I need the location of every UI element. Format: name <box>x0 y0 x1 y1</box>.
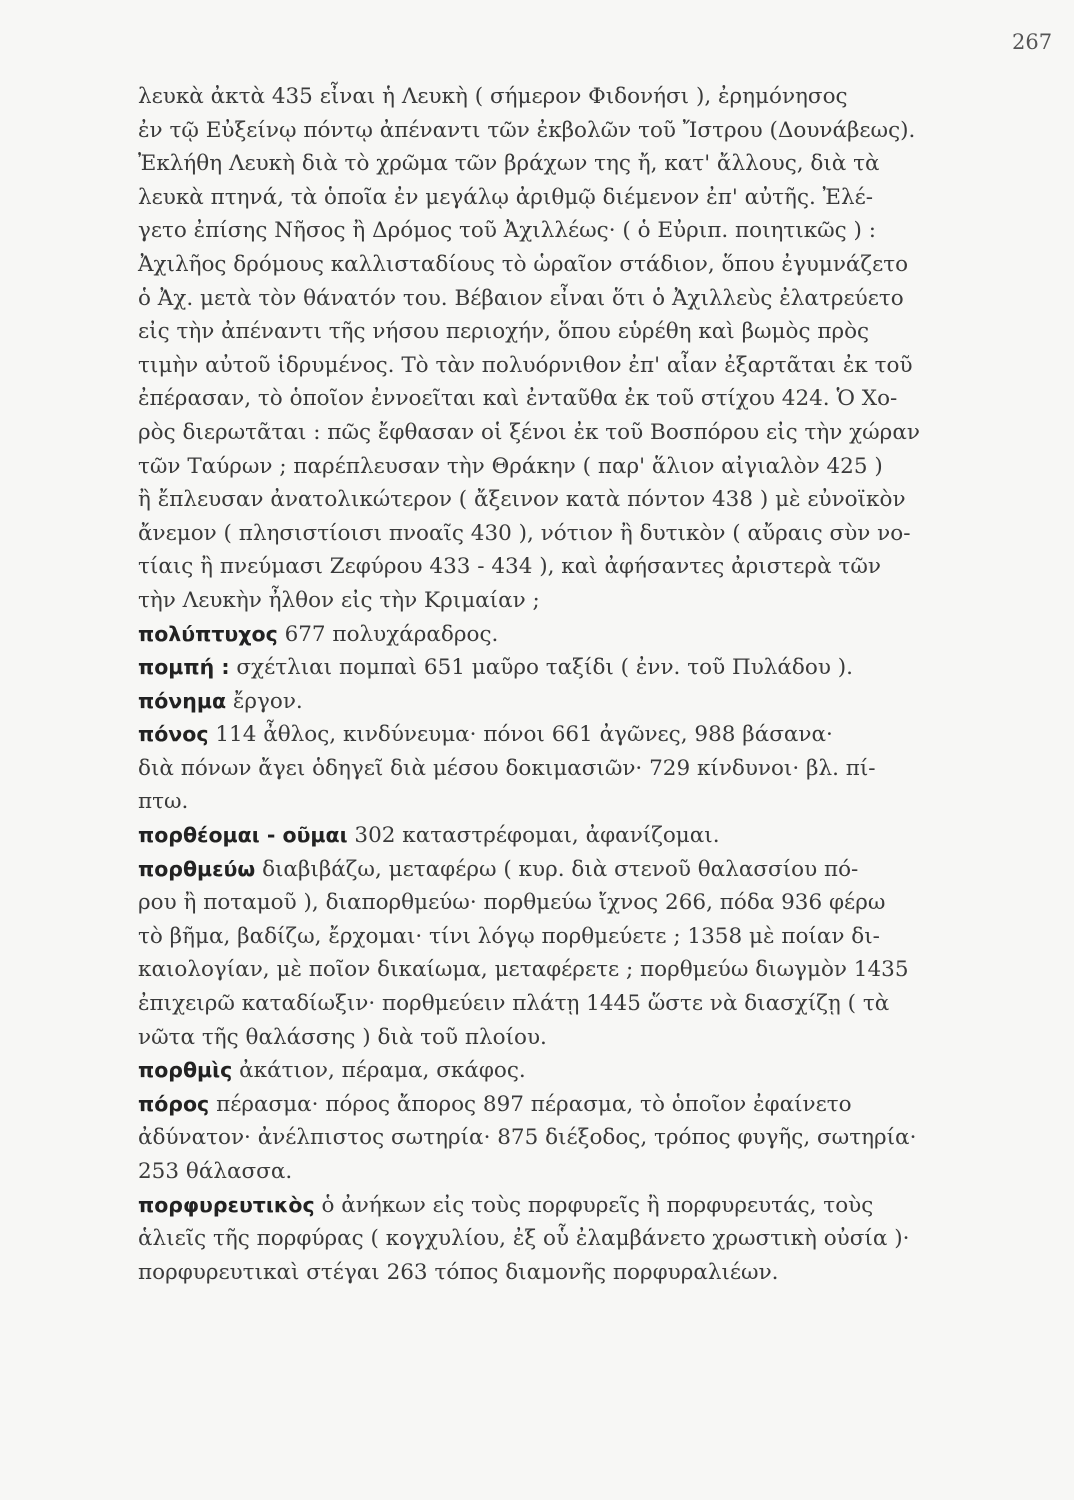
glossary-entry <box>138 618 938 652</box>
entry-headword: πορθμεύω <box>138 856 256 881</box>
entry-definition-line: ἐπιχειρῶ καταδίωξιν· πορθμεύειν πλάτῃ 1445 ὥστε νὰ διασχίζῃ ( τὰ <box>138 991 890 1017</box>
entry-headword: πόνημα <box>138 688 227 713</box>
entry-definition-line: ἀκάτιον, πέραμα, σκάφος. <box>239 1058 526 1084</box>
entry-definition-line: πορφυρευτικαὶ στέγαι 263 τόπος διαμονῆς πορφυραλιέων. <box>138 1259 779 1285</box>
entry-definition-line: 677 πολυχάραδρος. <box>284 621 499 647</box>
intro-line: ἄνεμον ( πλησιστίοισι πνοαῖς 430 ), νότιον ἢ δυτικὸν ( αὔραις σὺν νο- <box>138 520 911 546</box>
intro-line: τιμὴν αὐτοῦ ἱδρυμένος. Τὸ τὰν πολυόρνιθον ἐπ' αἶαν ἐξαρτᾶται ἐκ τοῦ <box>138 352 913 378</box>
glossary-entry <box>138 819 938 853</box>
intro-line: λευκὰ ἀκτὰ 435 εἶναι ἡ Λευκὴ ( σήμερον Φιδονήσι ), ἐρημόνησος <box>138 84 848 109</box>
entry-definition-line: ρου ἢ ποταμοῦ ), διαπορθμεύω· πορθμεύω ἴχνος 266, πόδα 936 φέρω <box>138 890 886 916</box>
entry-headword: πομπή : <box>138 655 230 680</box>
intro-line: εἰς τὴν ἀπέναντι τῆς νήσου περιοχήν, ὅπου εὑρέθη καὶ βωμὸς πρὸς <box>138 319 870 345</box>
intro-line: τίαις ἢ πνεύμασι Ζεφύρου 433 - 434 ), καὶ ἀφήσαντες ἀριστερὰ τῶν <box>138 554 881 580</box>
glossary-entry <box>138 685 938 719</box>
entry-definition-line: ἀδύνατον· ἀνέλπιστος σωτηρία· 875 διέξοδος, τρόπος φυγῆς, σωτηρία· <box>138 1125 917 1151</box>
intro-line: ρὸς διερωτᾶται : πῶς ἔφθασαν οἱ ξένοι ἐκ τοῦ Βοσπόρου εἰς τὴν χώραν <box>138 419 920 445</box>
glossary-entry <box>138 718 938 819</box>
entry-definition-line: τὸ βῆμα, βαδίζω, ἔρχομαι· τίνι λόγῳ πορθμεύετε ; 1358 μὲ ποίαν δι- <box>138 923 880 949</box>
entry-headword: πολύπτυχος <box>138 621 278 646</box>
glossary-text <box>138 80 938 1289</box>
entry-definition-line: 114 ἆθλος, κινδύνευμα· πόνοι 661 ἀγῶνες, 988 βάσανα· <box>215 722 833 748</box>
intro-line: λευκὰ πτηνά, τὰ ὁποῖα ἐν μεγάλῳ ἀριθμῷ διέμενον ἐπ' αὐτῆς. Ἐλέ- <box>138 184 874 210</box>
entry-definition-line: 253 θάλασσα. <box>138 1159 293 1184</box>
intro-line: γετο ἐπίσης Νῆσος ἢ Δρόμος τοῦ Ἀχιλλέως· ( ὁ Εὐριπ. ποιητικῶς ) : <box>138 218 877 244</box>
glossary-entry <box>138 1189 938 1290</box>
entry-definition-line: ἁλιεῖς τῆς πορφύρας ( κογχυλίου, ἐξ οὗ ἐλαμβάνετο χρωστικὴ οὐσία )· <box>138 1226 910 1252</box>
entry-definition-line: νῶτα τῆς θαλάσσης ) διὰ τοῦ πλοίου. <box>138 1024 547 1050</box>
intro-paragraph <box>138 80 938 618</box>
entry-definition-line: καιολογίαν, μὲ ποῖον δικαίωμα, μεταφέρετε ; πορθμεύω διωγμὸν 1435 <box>138 957 909 983</box>
entry-definition-line: πτω. <box>138 789 189 815</box>
entries-list <box>138 618 938 1290</box>
entry-headword: πορθμὶς <box>138 1058 233 1083</box>
entry-definition-line: 302 καταστρέφομαι, ἀφανίζομαι. <box>354 823 720 849</box>
entry-headword: πορθέομαι - οῦμαι <box>138 823 348 848</box>
intro-line: Ἀχιλῆος δρόμους καλλισταδίους τὸ ὡραῖον στάδιον, ὅπου ἐγυμνάζετο <box>138 251 909 277</box>
entry-definition-line: σχέτλιαι πομπαὶ 651 μαῦρο ταξίδι ( ἐνν. τοῦ Πυλάδου ). <box>236 655 853 681</box>
intro-line: τῶν Ταύρων ; παρέπλευσαν τὴν Θράκην ( παρ' ἅλιον αἰγιαλὸν 425 ) <box>138 453 883 479</box>
glossary-entry <box>138 651 938 685</box>
page-number: 267 <box>1012 30 1053 54</box>
entry-headword: πόνος <box>138 722 209 747</box>
glossary-entry <box>138 1054 938 1088</box>
intro-line: ἢ ἔπλευσαν ἀνατολικώτερον ( ἄξεινον κατὰ πόντον 438 ) μὲ εὐνοϊκὸν <box>138 487 906 513</box>
intro-line: τὴν Λευκὴν ἦλθον εἰς τὴν Κριμαίαν ; <box>138 587 540 613</box>
entry-headword: πόρος <box>138 1091 210 1116</box>
intro-line: ὁ Ἀχ. μετὰ τὸν θάνατόν του. Βέβαιον εἶναι ὅτι ὁ Ἀχιλλεὺς ἐλατρεύετο <box>138 285 904 311</box>
entry-definition-line: διαβιβάζω, μεταφέρω ( κυρ. διὰ στενοῦ θαλασσίου πό- <box>262 856 859 882</box>
intro-line: Ἐκλήθη Λευκὴ διὰ τὸ χρῶμα τῶν βράχων της ἤ, κατ' ἄλλους, διὰ τὰ <box>138 151 880 177</box>
entry-definition-line: ὁ ἀνήκων εἰς τοὺς πορφυρεῖς ἢ πορφυρευτάς, τοὺς <box>321 1192 874 1218</box>
entry-headword: πορφυρευτικὸς <box>138 1192 315 1217</box>
intro-line: ἐπέρασαν, τὸ ὁποῖον ἐννοεῖται καὶ ἐνταῦθα ἐκ τοῦ στίχου 424. Ὁ Χο- <box>138 386 898 412</box>
glossary-entry <box>138 1088 938 1189</box>
entry-definition-line: πέρασμα· πόρος ἄπορος 897 πέρασμα, τὸ ὁποῖον ἐφαίνετο <box>216 1091 852 1117</box>
entry-definition-line: διὰ πόνων ἄγει ὁδηγεῖ διὰ μέσου δοκιμασιῶν· 729 κίνδυνοι· βλ. πί- <box>138 755 876 781</box>
glossary-entry <box>138 853 938 1055</box>
entry-definition-line: ἔργον. <box>232 688 303 714</box>
intro-line: ἐν τῷ Εὐξείνῳ πόντῳ ἀπέναντι τῶν ἐκβολῶν τοῦ Ἴστρου (Δουνάβεως). <box>138 117 916 143</box>
